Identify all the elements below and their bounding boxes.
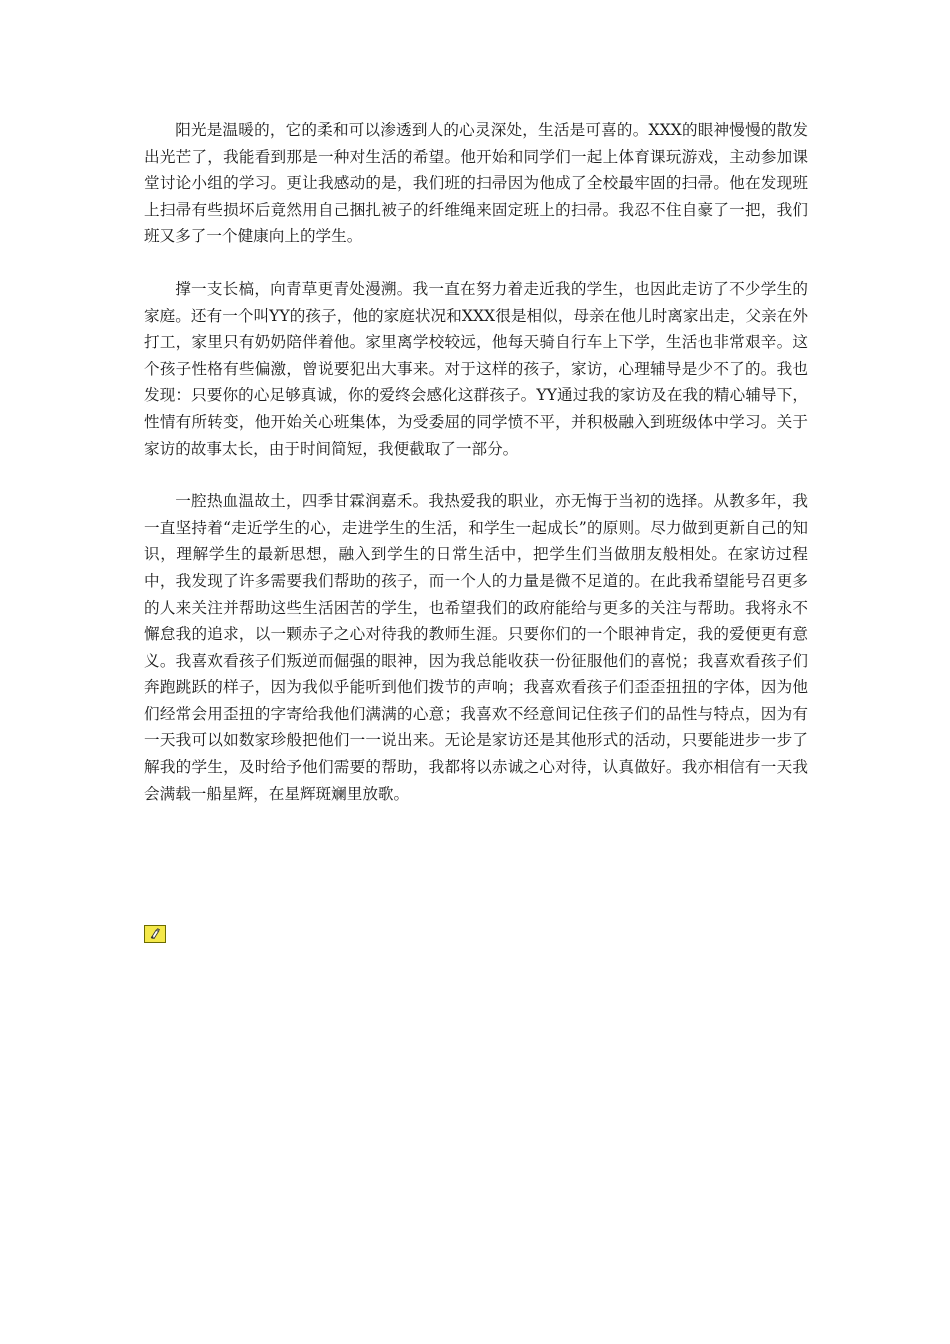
embedded-object-icon[interactable] <box>144 925 166 943</box>
document-body <box>144 117 808 807</box>
paragraph-1: 阳光是温暖的，它的柔和可以渗透到人的心灵深处，生活是可喜的。XXX的眼神慢慢的散发出光芒了，我能看到那是一种对生活的希望。他开始和同学们一起上体育课玩游戏，主动参加课堂讨论小组的学习。更让我感动的是，我们班的扫帚因为他成了全校最牢固的扫帚。他在发现班上扫帚有些损坏后竟然用自己捆扎被子的纤维绳来固定班上的扫帚。我忍不住自豪了一把，我们班又多了一个健康向上的学生。 <box>144 121 808 246</box>
paragraph-3: 一腔热血温故土，四季甘霖润嘉禾。我热爱我的职业，亦无悔于当初的选择。从教多年，我一直坚持着“走近学生的心，走进学生的生活，和学生一起成长”的原则。尽力做到更新自己的知识，理解学生的最新思想，融入到学生的日常生活中，把学生们当做朋友般相处。在家访过程中，我发现了许多需要我们帮助的孩子，而一个人的力量是微不足道的。在此我希望能号召更多的人来关注并帮助这些生活困苦的学生，也希望我们的政府能给与更多的关注与帮助。我将永不懈怠我的追求，以一颗赤子之心对待我的教师生涯。只要你们的一个眼神肯定，我的爱便更有意义。我喜欢看孩子们叛逆而倔强的眼神，因为我总能收获一份征服他们的喜悦；我喜欢看孩子们奔跑跳跃的样子，因为我似乎能听到他们拨节的声响；我喜欢看孩子们歪歪扭扭的字体，因为他们经常会用歪扭的字寄给我他们满满的心意；我喜欢不经意间记住孩子们的品性与特点，因为有一天我可以如数家珍般把他们一一说出来。无论是家访还是其他形式的活动，只要能进步一步了解我的学生，及时给予他们需要的帮助，我都将以赤诚之心对待，认真做好。我亦相信有一天我会满载一船星辉，在星辉斑斓里放歌。 <box>144 492 808 803</box>
paragraph-2: 撑一支长槁，向青草更青处漫溯。我一直在努力着走近我的学生，也因此走访了不少学生的家庭。还有一个叫YY的孩子，他的家庭状况和XXX很是相似，母亲在他儿时离家出走，父亲在外打工，家里只有奶奶陪伴着他。家里离学校较远，他每天骑自行车上下学，生活也非常艰辛。这个孩子性格有些偏激，曾说要犯出大事来。对于这样的孩子，家访，心理辅导是少不了的。我也发现：只要你的心足够真诚，你的爱终会感化这群孩子。YY通过我的家访及在我的精心辅导下，性情有所转变，他开始关心班集体，为受委屈的同学愤不平，并积极融入到班级体中学习。关于家访的故事太长，由于时间简短，我便截取了一部分。 <box>144 279 808 458</box>
embedded-object-glyph <box>145 926 165 942</box>
